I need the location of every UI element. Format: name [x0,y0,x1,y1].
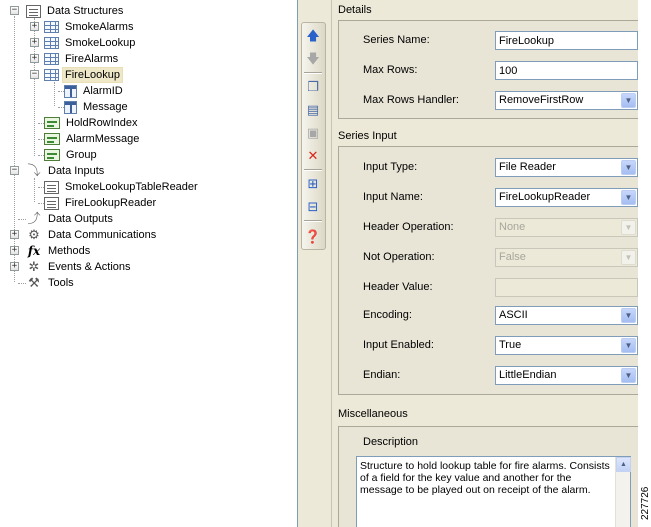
select-value: RemoveFirstRow [499,94,584,106]
collapse-toggle-data-inputs[interactable]: − [11,165,18,175]
tree-node-label: AlarmID [83,85,123,97]
paste-icon: ▤ [306,102,320,117]
tree-node-methods[interactable] [26,243,92,259]
max-rows-input[interactable] [495,61,638,80]
tree-node-fire-lookup[interactable] [44,67,122,83]
tree-node-alarm-id[interactable] [64,83,125,99]
help-icon: ❓ [304,229,322,244]
tree-node-fire-alarms[interactable] [44,51,120,67]
tree-node-group[interactable] [44,147,99,163]
max-rows-handler-select[interactable] [495,91,638,110]
input-name-select[interactable] [495,188,638,207]
description-text: Structure to hold lookup table for fire alarms. Consists of a field for the key value and another for the message to be played out on receipt of the alarm. [360,460,610,496]
input-name-label: Input Name: [363,191,423,203]
record-icon [44,117,60,129]
chevron-down-icon: ▼ [621,93,636,108]
tree-node-label: Group [66,149,97,161]
tree-inputs-line [34,178,35,202]
input-enabled-select[interactable] [495,336,638,355]
toolbar-separator [304,72,322,74]
header-operation-label: Header Operation: [363,221,454,233]
record-icon [44,149,60,161]
description-label: Description [363,436,419,448]
field-icon [64,101,77,114]
description-scrollbar[interactable] [615,457,630,527]
select-value: File Reader [499,161,556,173]
encoding-select[interactable] [495,306,638,325]
expand-toggle-data-communications[interactable]: + [11,229,18,239]
input-icon: ⤵ [27,163,41,178]
tree-node-label: Data Structures [47,5,124,17]
max-rows-label: Max Rows: [363,64,418,76]
tree-node-smoke-lookup[interactable] [44,35,137,51]
tree-root-line [14,16,15,282]
section-title-details: Details [338,4,372,16]
tree-node-hold-row-index[interactable] [44,115,140,131]
collapse-toggle-fire-lookup[interactable]: − [31,69,38,79]
tree-node-fire-lookup-reader[interactable] [44,195,158,211]
table-icon [44,69,59,81]
tree-node-label: SmokeLookupTableReader [65,181,198,193]
tree-node-label: Data Outputs [48,213,113,225]
tree-node-events-actions[interactable] [26,259,133,275]
not-operation-select[interactable] [495,248,638,267]
section-title-series-input: Series Input [338,130,397,142]
network-icon: ⚙ [28,227,40,242]
move-up-button[interactable] [303,26,323,46]
arrow-up-icon: 🡅 [306,28,320,43]
minus-box-icon: ⊟ [307,199,319,214]
series-input-group [338,146,638,395]
series-name-input[interactable] [495,31,638,50]
select-value: ASCII [499,309,528,321]
reader-icon [44,197,59,210]
input-type-select[interactable] [495,158,638,177]
chevron-down-icon: ▼ [621,190,636,205]
chevron-down-icon: ▼ [621,338,636,353]
tree-node-label: AlarmMessage [66,133,140,145]
page-margin [638,0,651,527]
field-icon [64,85,77,98]
collapse-toggle-data-structures[interactable]: − [11,5,18,15]
collapse-all-button[interactable] [303,197,323,217]
tree-node-label: FireAlarms [65,53,119,65]
tree-node-label: Events & Actions [48,261,131,273]
expand-toggle-smoke-alarms[interactable]: + [31,21,38,31]
expand-toggle-smoke-lookup[interactable]: + [31,37,38,47]
chevron-down-icon: ▼ [621,220,636,235]
reader-icon [44,181,59,194]
series-name-label: Series Name: [363,34,430,46]
select-value: None [499,221,526,233]
tree-node-label: Data Inputs [48,165,105,177]
expand-toggle-events-actions[interactable]: + [11,261,18,271]
toolbar-separator [304,220,322,222]
plus-box-icon: ⊞ [307,176,319,191]
encoding-label: Encoding: [363,309,412,321]
delete-x-icon: ✕ [307,148,319,163]
tree-view[interactable] [0,0,298,527]
tree-node-tools[interactable] [26,275,76,291]
endian-label: Endian: [363,369,401,381]
table-icon [44,21,59,33]
duplicate-button[interactable] [303,123,323,143]
tree-node-label-selected: FireLookup [65,69,121,81]
vertical-toolbar [298,0,332,527]
tools-icon: ⚒ [28,275,40,290]
tree-node-label: Tools [48,277,74,289]
tree-node-smoke-lookup-table-reader[interactable] [44,179,200,195]
section-title-miscellaneous: Miscellaneous [338,408,408,420]
tree-hline [18,219,26,220]
function-icon: fx [27,244,41,258]
chevron-down-icon: ▼ [621,250,636,265]
details-group [338,20,638,119]
arrow-down-icon: 🡇 [306,51,320,66]
tree-node-label: Message [83,101,128,113]
tree-node-smoke-alarms[interactable] [44,19,135,35]
record-icon [44,133,60,145]
table-icon [44,37,59,49]
tree-node-label: Methods [48,245,91,257]
select-value: LittleEndian [499,369,557,381]
chevron-down-icon: ▼ [621,308,636,323]
description-textarea[interactable] [356,456,631,527]
tree-node-label: HoldRowIndex [66,117,138,129]
header-value-input[interactable] [495,278,638,297]
tree-node-data-structures[interactable] [26,3,125,19]
table-icon [44,53,59,65]
delete-button[interactable] [303,146,323,166]
tree-node-label: FireLookupReader [65,197,157,209]
toolbar-separator [304,169,322,171]
tree-hline [18,283,26,284]
output-icon: ⤴ [27,211,41,226]
help-button[interactable] [303,227,323,247]
tree-node-data-inputs[interactable] [26,163,106,179]
tree-firelookup-line [54,82,55,106]
copy-button[interactable] [303,77,323,97]
max-rows-handler-label: Max Rows Handler: [363,94,459,106]
select-value: FireLookupReader [499,191,591,203]
move-down-button[interactable] [303,49,323,69]
tree-node-message[interactable] [64,99,130,115]
figure-number: 227726 [640,486,651,520]
copy-icon: ❐ [307,79,319,94]
chevron-down-icon: ▼ [621,368,636,383]
events-icon: ✲ [28,259,40,274]
input-type-label: Input Type: [363,161,418,173]
paste-button[interactable] [303,100,323,120]
scroll-up-icon[interactable]: ▲ [616,457,631,472]
document-icon [26,5,41,18]
tree-node-data-outputs[interactable] [26,211,115,227]
input-enabled-label: Input Enabled: [363,339,434,351]
not-operation-label: Not Operation: [363,251,435,263]
tree-node-data-communications[interactable] [26,227,158,243]
expand-toggle-methods[interactable]: + [11,245,18,255]
tree-node-label: SmokeLookup [65,37,136,49]
header-operation-select[interactable] [495,218,638,237]
duplicate-icon: ▣ [306,125,320,140]
header-value-label: Header Value: [363,281,433,293]
tree-node-label: Data Communications [48,229,157,241]
endian-select[interactable] [495,366,638,385]
expand-toggle-fire-alarms[interactable]: + [31,53,38,63]
properties-pane [332,0,638,527]
tree-node-label: SmokeAlarms [65,21,134,33]
expand-all-button[interactable] [303,174,323,194]
select-value: False [499,251,526,263]
tree-node-alarm-message[interactable] [44,131,141,147]
select-value: True [499,339,522,351]
chevron-down-icon: ▼ [621,160,636,175]
